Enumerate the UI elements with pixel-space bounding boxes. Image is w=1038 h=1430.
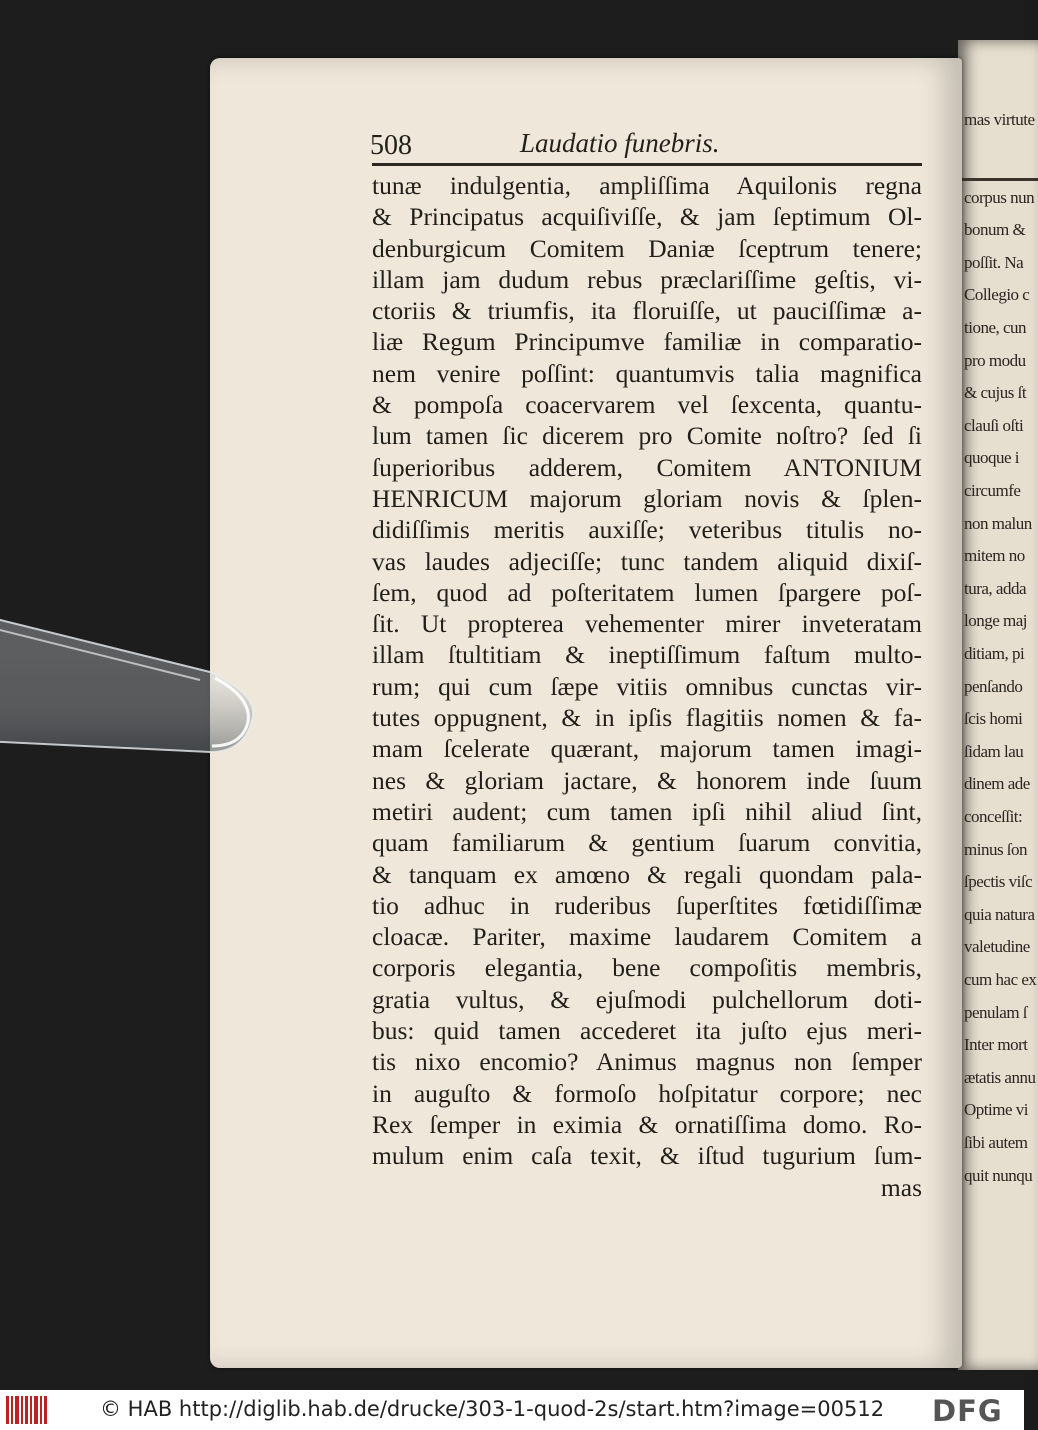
facing-page-fragment: quit nunqu bbox=[964, 1165, 1033, 1185]
running-title: Laudatio funebris. bbox=[520, 128, 720, 158]
facing-page-fragment: mitem no bbox=[964, 546, 1025, 566]
text-line: illam ſtultitiam & ineptiſſimum faſtum multo- bbox=[372, 640, 922, 670]
book-page bbox=[210, 58, 962, 1368]
text-line: corporis elegantia, bene compoſitis membris, bbox=[372, 953, 922, 983]
text-line: in auguſto & formoſo hoſpitatur corpore; nec bbox=[372, 1078, 922, 1108]
facing-page-fragment: ditiam, pi bbox=[964, 644, 1025, 663]
facing-page-fragment: & cujus ſt bbox=[964, 383, 1027, 403]
page-header bbox=[370, 128, 930, 168]
facing-page-fragment: tura, adda bbox=[964, 578, 1027, 598]
facing-page-fragment: ſpectis viſc bbox=[964, 872, 1033, 892]
text-line: quam familiarum & gentium ſuarum convitia, bbox=[372, 828, 922, 858]
text-line: cloacæ. Pariter, maxime laudarem Comitem a bbox=[372, 922, 922, 952]
page-number: 508 bbox=[370, 130, 412, 161]
facing-page-fragment: conceſſit: bbox=[964, 807, 1023, 826]
text-line: HENRICUM majorum gloriam novis & ſplen- bbox=[372, 483, 922, 513]
dfg-logo: DFG bbox=[932, 1394, 1003, 1428]
facing-page-fragment: valetudine bbox=[964, 937, 1030, 957]
text-line: ſuperioribus adderem, Comitem ANTONIUM bbox=[372, 452, 922, 482]
text-line: gratia vultus, & ejuſmodi pulchellorum doti- bbox=[372, 984, 922, 1014]
source-link[interactable]: © HAB http://diglib.hab.de/drucke/303-1-quod-2s/start.htm?image=00512 bbox=[100, 1397, 885, 1421]
facing-page-fragment: ætatis annu bbox=[964, 1067, 1036, 1087]
facing-page bbox=[958, 40, 1038, 1370]
text-line: ſit. Ut propterea vehementer mirer inveteratam bbox=[372, 609, 922, 639]
facing-page-fragment: penſando bbox=[964, 676, 1023, 696]
text-line: didiſſimis meritis auxiſſe; veteribus titulis no- bbox=[372, 515, 922, 545]
text-line: mam ſcelerate quærant, majorum tamen imagi- bbox=[372, 734, 922, 764]
barcode-icon bbox=[6, 1396, 50, 1424]
facing-page-fragment: cum hac ex bbox=[964, 970, 1037, 989]
text-line: rum; qui cum ſæpe vitiis omnibus cunctas vir- bbox=[372, 671, 922, 701]
text-line: & pompoſa coacervarem vel ſexcenta, quantu- bbox=[372, 390, 922, 420]
text-line: ſem, quod ad poſteritatem lumen ſpargere poſ- bbox=[372, 577, 922, 607]
facing-page-fragment: Inter mort bbox=[964, 1035, 1028, 1055]
text-line: bus: quid tamen accederet ita juſto ejus meri- bbox=[372, 1016, 922, 1046]
text-line: mulum enim caſa texit, & iſtud tugurium ſum- bbox=[372, 1141, 922, 1171]
text-line: ctoriis & triumfis, ita floruiſſe, ut pauciſſimæ a- bbox=[372, 296, 922, 326]
text-line: & tanquam ex amœno & regali quondam pala- bbox=[372, 859, 922, 889]
text-line: illam jam dudum rebus præclariſſime geſtis, vi- bbox=[372, 264, 922, 294]
facing-page-fragment: clauſi oſti bbox=[964, 415, 1024, 435]
facing-page-fragment: circumfe bbox=[964, 481, 1021, 500]
facing-page-fragment: tione, cun bbox=[964, 318, 1027, 337]
facing-page-fragment: bonum & bbox=[964, 220, 1026, 240]
facing-page-fragment: minus ſon bbox=[964, 839, 1028, 859]
facing-page-fragment: ſidam lau bbox=[964, 741, 1024, 761]
facing-page-fragment: poſſit. Na bbox=[964, 252, 1024, 272]
facing-page-fragment: corpus nun bbox=[964, 187, 1035, 207]
facing-page-fragment: longe maj bbox=[964, 611, 1028, 631]
facing-page-fragment: mas virtute bbox=[964, 110, 1035, 129]
facing-page-fragment: Optime vi bbox=[964, 1100, 1028, 1120]
footer-bar bbox=[0, 1390, 1024, 1430]
header-rule bbox=[372, 163, 922, 166]
text-line: lum tamen ſic dicerem pro Comite noſtro? ſed ſi bbox=[372, 421, 922, 451]
text-line: liæ Regum Principumve familiæ in comparatio- bbox=[372, 327, 922, 357]
facing-page-rule bbox=[958, 178, 1038, 181]
facing-page-fragment: dinem ade bbox=[964, 774, 1030, 794]
facing-page-fragment: ſibi autem bbox=[964, 1133, 1028, 1152]
text-line: tutes oppugnent, & in ipſis flagitiis nomen & fa- bbox=[372, 703, 922, 733]
text-line: & Principatus acquiſiviſſe, & jam ſeptimum Ol- bbox=[372, 202, 922, 232]
text-line: denburgicum Comitem Daniæ ſceptrum tenere; bbox=[372, 233, 922, 263]
text-line: vas laudes adjeciſſe; tunc tandem aliquid dixiſ- bbox=[372, 546, 922, 576]
body-text bbox=[372, 170, 922, 1203]
text-line: Rex ſemper in eximia & ornatiſſima domo. Ro- bbox=[372, 1109, 922, 1139]
text-line: tunæ indulgentia, ampliſſima Aquilonis regna bbox=[372, 171, 922, 200]
facing-page-fragment: Collegio c bbox=[964, 285, 1030, 305]
facing-page-fragment: pro modu bbox=[964, 350, 1026, 370]
facing-page-fragment: penulam ſ bbox=[964, 1002, 1028, 1022]
catchword: mas bbox=[880, 1172, 922, 1202]
facing-page-fragment: non malun bbox=[964, 513, 1032, 533]
facing-page-fragment: quoque i bbox=[964, 448, 1020, 468]
text-line: tio adhuc in ruderibus ſuperſtites fœtidiſſimæ bbox=[372, 890, 922, 920]
text-line: nes & gloriam jactare, & honorem inde ſuum bbox=[372, 765, 922, 795]
text-line: nem venire poſſint: quantumvis talia magnifica bbox=[372, 358, 922, 388]
facing-page-fragment: quia natura bbox=[964, 904, 1035, 924]
text-line: tis nixo encomio? Animus magnus non ſemper bbox=[372, 1047, 922, 1077]
facing-page-fragment: ſcis homi bbox=[964, 709, 1023, 729]
text-line: metiri audent; cum tamen ipſi nihil aliud ſint, bbox=[372, 796, 922, 826]
